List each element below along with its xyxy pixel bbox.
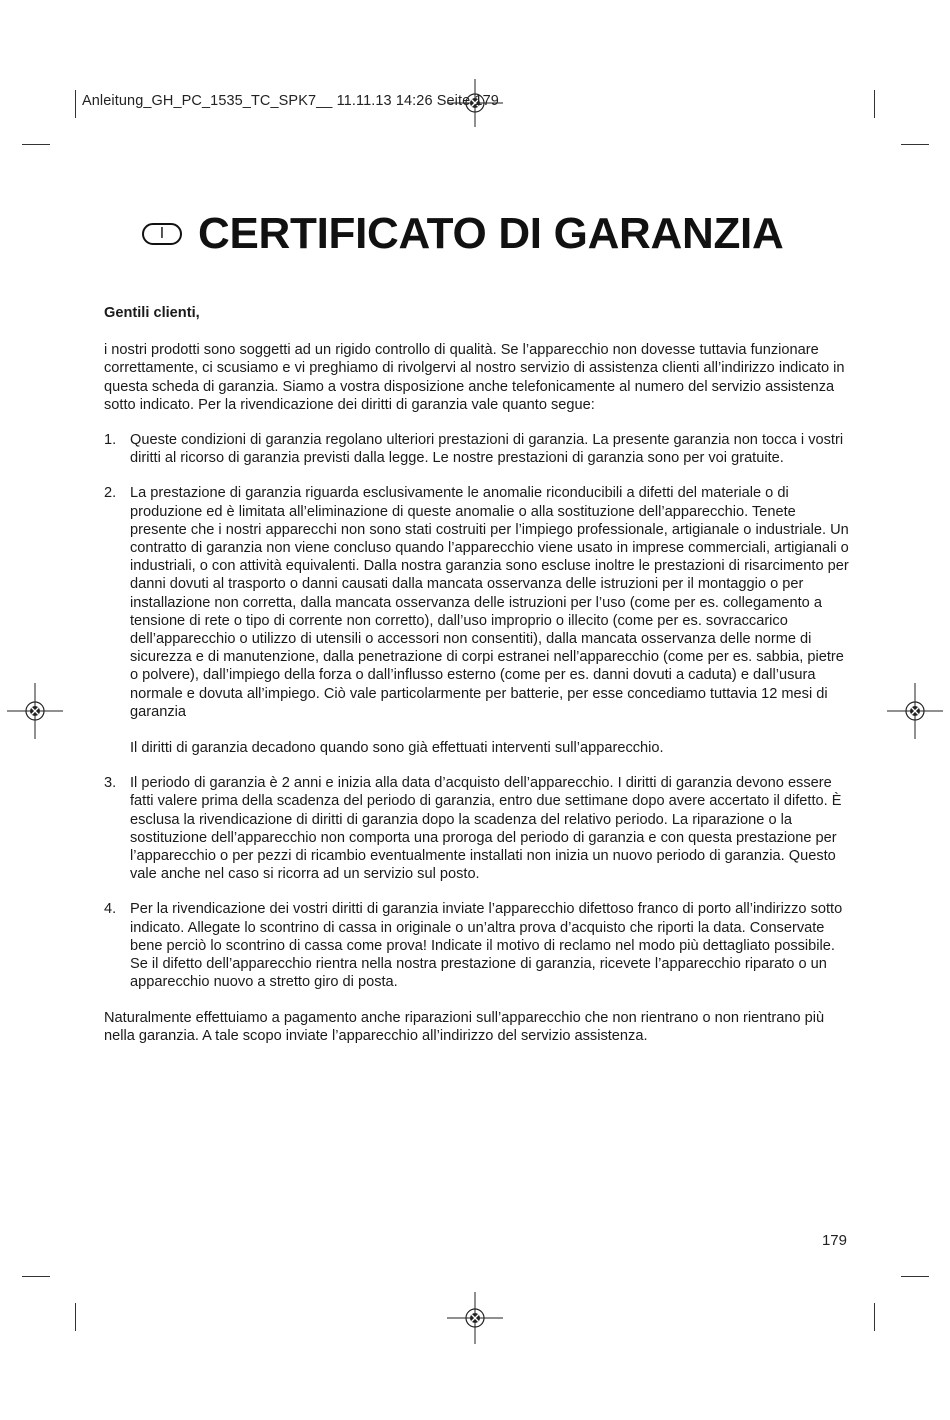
greeting: Gentili clienti, bbox=[104, 305, 200, 321]
list-item bbox=[104, 774, 852, 883]
crop-mark bbox=[874, 1303, 875, 1331]
list-item-subtext: Il diritti di garanzia decadono quando sono già effettuati interventi sull’apparecchio. bbox=[130, 740, 664, 757]
crop-mark bbox=[874, 90, 875, 118]
list-item-text: Per la rivendicazione dei vostri diritti di garanzia inviate l’apparecchio difettoso franco di porto all’indirizzo sotto indicato. Allegate lo scontrino di cassa in originale o un’altra prova d’acquisto che riporti la data. Conservate bene perciò lo scontrino di cassa come prova! Indicate il motivo di reclamo nel modo più dettagliato possibile. Se il difetto dell’apparecchio rientra nella nostra prestazione di garanzia, ricevete l’apparecchio riparato o un apparecchio nuovo a stretto giro di posta. bbox=[130, 901, 843, 991]
list-item-number: 2. bbox=[104, 485, 117, 502]
list-item-number: 3. bbox=[104, 775, 117, 792]
crop-mark bbox=[901, 144, 929, 145]
list-item-number: 1. bbox=[104, 432, 117, 449]
crop-mark bbox=[75, 1303, 76, 1331]
list-item bbox=[104, 900, 852, 991]
list-item-text: Il periodo di garanzia è 2 anni e inizia alla data d’acquisto dell’apparecchio. I diritti di garanzia devono essere fatti valere prima della scadenza del periodo di garanzia, entro due settimane dopo avere accertato il difetto. È esclusa la rivendicazione di diritti di garanzia dopo la scadenza del relativo periodo. La riparazione o la sostituzione dell’apparecchio non comporta una proroga del periodo di garanzia e con questa prestazione per l’apparecchio o per pezzi di ricambio eventualmente installati non inizia un nuovo periodo di garanzia. Questo vale anche nel caso si ricorra ad un servizio sul posto. bbox=[130, 775, 842, 883]
page-number: 179 bbox=[821, 1232, 847, 1249]
registration-mark-icon bbox=[447, 1290, 503, 1346]
title-row bbox=[142, 206, 783, 262]
page-title: CERTIFICATO DI GARANZIA bbox=[198, 209, 784, 258]
warranty-conditions-list bbox=[104, 431, 852, 991]
list-item-text: La prestazione di garanzia riguarda esclusivamente le anomalie riconducibili a difetti del materiale o di produzione ed è limitata all’eliminazione di queste anomalie o alla sostituzione dell’apparecchio. Tenete presente che i nostri apparecchi non sono stati costruiti per l’impiego professionale, artigianale o industriale. Un contratto di garanzia non viene concluso quando l’apparecchio viene usato in imprese commerciali, artigianali o industriali, o con attività equivalenti. Dalla nostra garanzia sono escluse inoltre le prestazioni di risarcimento per danni dovuti al trasporto o danni causati dalla mancata osservanza delle istruzioni per il montaggio o per installazione non corretta, dalla mancata osservanza delle istruzioni per l’uso (come per es. collegamento a tensione di rete o tipo di corrente non corretto), dall’uso improprio o illecito (come per es. sovraccarico dell’apparecchio o utilizzo di utensili o accessori non consentiti), dalla mancata osservanza delle norme di sicurezza e di manutenzione, dalla penetrazione di corpi estranei nell’apparecchio (come per es. sabbia, pietre o polvere), dall’impiego della forza o dall’influsso esterno (come per es. danni dovuti a caduta) e dall’usura normale e dovuta all’impiego. Ciò vale particolarmente per batterie, per esse concediamo tuttavia 12 mesi di garanzia bbox=[130, 485, 849, 720]
list-item-number: 4. bbox=[104, 901, 117, 918]
crop-mark bbox=[75, 90, 76, 118]
intro-paragraph: i nostri prodotti sono soggetti ad un rigido controllo di qualità. Se l’apparecchio non dovesse tuttavia funzionare correttamente, ci scusiamo e vi preghiamo di rivolgervi al nostro servizio di assistenza clienti all’indirizzo indicato in questa scheda di garanzia. Siamo a vostra disposizione anche telefonicamente al numero del servizio assistenza sotto indicato. Per la rivendicazione dei diritti di garanzia vale quanto segue: bbox=[104, 342, 845, 413]
print-slug-line: Anleitung_GH_PC_1535_TC_SPK7__ 11.11.13 14:26 Seite 179 bbox=[82, 93, 499, 109]
crop-mark bbox=[901, 1276, 929, 1277]
registration-mark-icon bbox=[887, 683, 943, 739]
closing-paragraph: Naturalmente effettuiamo a pagamento anche riparazioni sull’apparecchio che non rientrano o non rientrano più nella garanzia. A tale scopo inviate l’apparecchio all’indirizzo del servizio assistenza. bbox=[104, 1009, 825, 1044]
list-item bbox=[104, 431, 852, 467]
list-item-text: Queste condizioni di garanzia regolano ulteriori prestazioni di garanzia. La presente garanzia non tocca i vostri diritti al ricorso di garanzia previsti dalla legge. Le nostre prestazioni di garanzia sono per voi gratuite. bbox=[130, 432, 844, 467]
crop-mark bbox=[22, 1276, 50, 1277]
document-body bbox=[104, 304, 852, 1062]
registration-mark-icon bbox=[7, 683, 63, 739]
list-item bbox=[104, 484, 852, 757]
language-badge: I bbox=[142, 223, 182, 245]
crop-mark bbox=[22, 144, 50, 145]
